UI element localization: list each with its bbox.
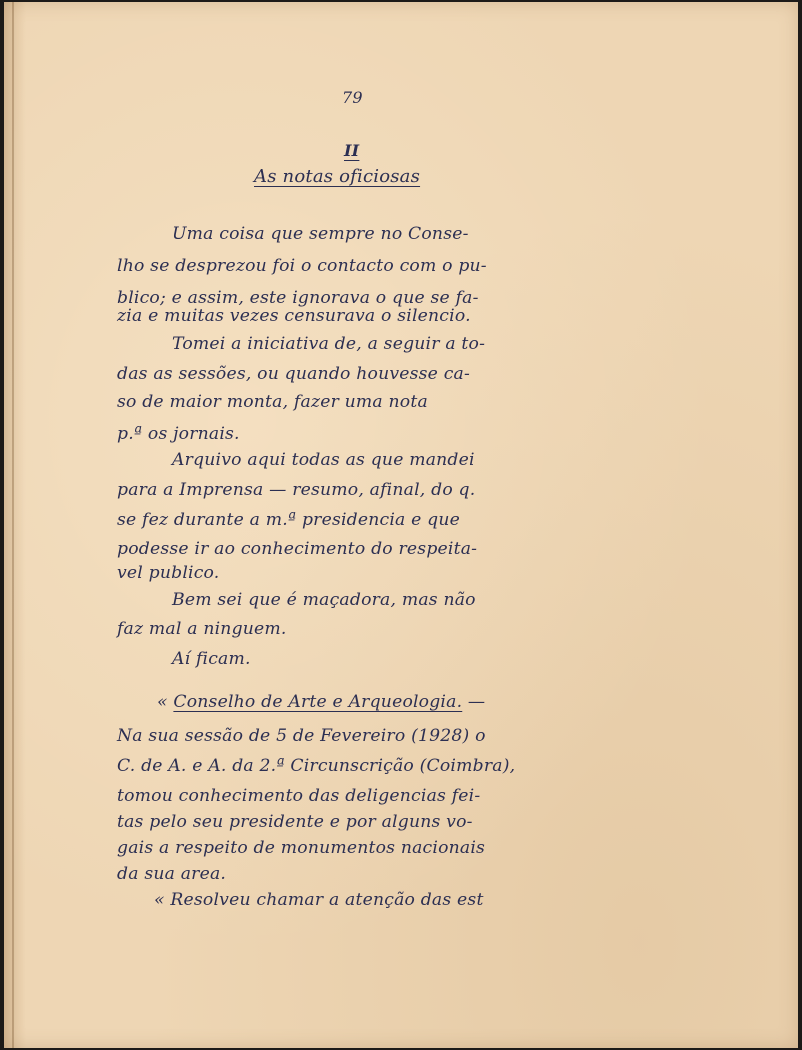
text-line: Bem sei que é maçadora, mas não	[172, 590, 476, 610]
text-line: da sua area.	[117, 864, 227, 884]
text-line: lho se desprezou foi o contacto com o pu-	[117, 256, 487, 276]
binding-edge	[12, 2, 14, 1048]
quote-heading	[157, 692, 485, 712]
quote-heading-title: Conselho de Arte e Arqueologia.	[173, 692, 463, 712]
quote-heading-dash: —	[462, 692, 486, 712]
text-line: faz mal a ninguem.	[117, 619, 287, 639]
section-number: II	[344, 141, 360, 160]
quote-open: «	[157, 692, 174, 712]
text-line: zia e muitas vezes censurava o silencio.	[117, 306, 471, 326]
manuscript-page	[4, 2, 798, 1048]
text-line: Aí ficam.	[172, 649, 251, 669]
text-line: podesse ir ao conhecimento do respeita-	[117, 539, 478, 559]
text-line: Uma coisa que sempre no Conse-	[172, 224, 469, 244]
text-line: vel publico.	[117, 563, 220, 583]
text-line: tomou conhecimento das deligencias fei-	[117, 786, 481, 806]
text-line: Na sua sessão de 5 de Fevereiro (1928) o	[117, 726, 486, 746]
text-line: Tomei a iniciativa de, a seguir a to-	[172, 334, 486, 354]
text-line: tas pelo seu presidente e por alguns vo-	[117, 812, 473, 832]
text-line: p.ª os jornais.	[117, 424, 240, 444]
text-line: C. de A. e A. da 2.ª Circunscrição (Coimbra),	[117, 756, 516, 776]
text-line: gais a respeito de monumentos nacionais	[117, 838, 486, 858]
text-line: Arquivo aqui todas as que mandei	[172, 450, 475, 470]
text-line: das as sessões, ou quando houvesse ca-	[117, 364, 470, 384]
page-number: 79	[342, 88, 363, 107]
section-title: As notas oficiosas	[254, 166, 421, 187]
text-line: blico; e assim, este ignorava o que se fa-	[117, 288, 479, 308]
text-line: « Resolveu chamar a atenção das est	[154, 890, 484, 910]
text-line: so de maior monta, fazer uma nota	[117, 392, 428, 412]
text-line: para a Imprensa — resumo, afinal, do q.	[117, 480, 476, 500]
text-line: se fez durante a m.ª presidencia e que	[117, 510, 461, 530]
